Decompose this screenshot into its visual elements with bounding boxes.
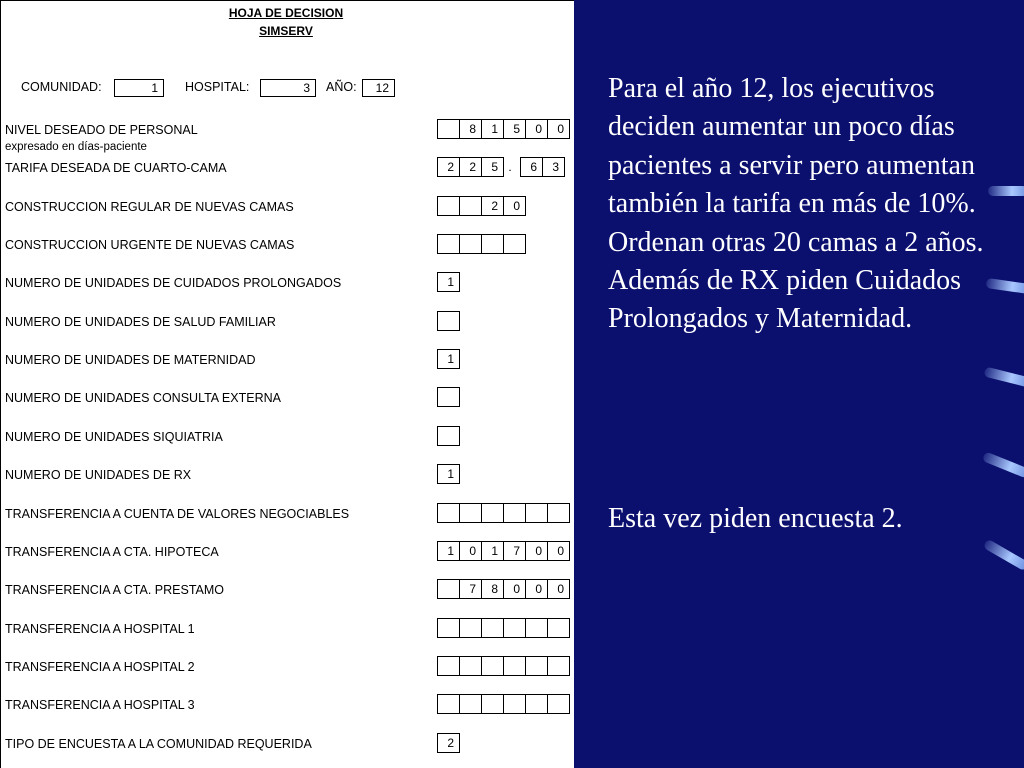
decision-row [1,232,574,256]
digit-boxes [437,349,459,369]
row-label: NUMERO DE UNIDADES DE MATERNIDAD [5,353,256,367]
hospital-field[interactable]: 3 [260,79,316,97]
row-label: NUMERO DE UNIDADES DE RX [5,468,192,482]
digit-boxes [437,503,569,523]
row-label: CONSTRUCCION REGULAR DE NUEVAS CAMAS [5,200,294,214]
digit-cell[interactable]: 2 [481,196,504,216]
digit-cell[interactable]: 0 [503,579,526,599]
digit-cell[interactable] [481,656,504,676]
decision-row [1,385,574,409]
digit-boxes [437,541,569,561]
decorative-streak [988,186,1024,196]
digit-cell[interactable]: 8 [481,579,504,599]
hospital-label: HOSPITAL: [185,80,250,94]
digit-boxes [437,119,569,139]
row-label: TARIFA DESEADA DE CUARTO-CAMA [5,161,227,175]
digit-boxes [437,656,569,676]
digit-cell[interactable] [437,311,460,331]
digit-cell[interactable]: 0 [525,119,548,139]
digit-boxes [437,618,569,638]
digit-cell[interactable] [525,618,548,638]
digit-cell[interactable] [437,196,460,216]
digit-boxes [437,579,569,599]
row-label: NIVEL DESEADO DE PERSONAL [5,123,198,137]
digit-cell[interactable] [503,694,526,714]
decision-row [1,270,574,294]
survey-note: Esta vez piden encuesta 2. [608,503,903,534]
decision-row [1,654,574,678]
row-label: CONSTRUCCION URGENTE DE NUEVAS CAMAS [5,238,295,252]
decision-row [1,309,574,333]
digit-cell[interactable] [525,503,548,523]
digit-cell[interactable] [547,503,570,523]
decorative-streak [982,451,1024,478]
row-label: NUMERO DE UNIDADES CONSULTA EXTERNA [5,391,281,405]
row-label: TRANSFERENCIA A HOSPITAL 1 [5,622,195,636]
digit-cell[interactable] [481,234,504,254]
digit-cell[interactable] [547,618,570,638]
row-label: NUMERO DE UNIDADES DE CUIDADOS PROLONGADOS [5,276,342,290]
digit-cell[interactable]: 1 [481,541,504,561]
digit-cell[interactable] [437,387,460,407]
decision-row [1,501,574,525]
digit-cell[interactable] [437,426,460,446]
digit-cell[interactable] [547,656,570,676]
comunidad-label: COMUNIDAD: [21,80,102,94]
digit-boxes [437,426,459,446]
decision-row [1,155,574,179]
digit-cell[interactable] [525,656,548,676]
anio-label: AÑO: [326,80,357,94]
digit-cell[interactable] [481,694,504,714]
row-label: TRANSFERENCIA A CUENTA DE VALORES NEGOCIABLES [5,507,350,521]
digit-cell[interactable]: 1 [437,272,460,292]
anio-field[interactable]: 12 [362,79,395,97]
digit-cell[interactable] [437,618,460,638]
digit-cell[interactable] [459,234,482,254]
digit-boxes [437,464,459,484]
digit-cell[interactable]: 6 [520,157,543,177]
decision-row [1,194,574,218]
decision-row [1,539,574,563]
digit-cell[interactable]: 3 [542,157,565,177]
digit-cell[interactable] [437,694,460,714]
row-label: TRANSFERENCIA A HOSPITAL 2 [5,660,195,674]
digit-boxes [437,157,564,177]
digit-cell[interactable]: 5 [503,119,526,139]
decision-row [1,117,574,153]
digit-cell[interactable]: 1 [437,541,460,561]
digit-cell[interactable] [437,579,460,599]
digit-boxes [437,311,459,331]
digit-boxes [437,694,569,714]
digit-cell[interactable] [525,694,548,714]
digit-boxes [437,733,459,753]
digit-cell[interactable] [503,234,526,254]
decision-row [1,424,574,448]
digit-cell[interactable] [459,618,482,638]
decorative-streak [986,278,1024,294]
row-label: TRANSFERENCIA A CTA. HIPOTECA [5,545,219,559]
digit-cell[interactable] [437,656,460,676]
digit-boxes [437,234,525,254]
digit-boxes [437,387,459,407]
digit-cell[interactable]: 2 [437,157,460,177]
digit-cell[interactable]: 7 [503,541,526,561]
digit-cell[interactable]: 1 [481,119,504,139]
digit-cell[interactable] [503,503,526,523]
row-label: TIPO DE ENCUESTA A LA COMUNIDAD REQUERIDA [5,737,312,751]
decision-row [1,731,574,755]
digit-cell[interactable] [481,503,504,523]
digit-cell[interactable] [503,656,526,676]
digit-cell[interactable] [459,656,482,676]
decision-row [1,692,574,716]
row-label: NUMERO DE UNIDADES DE SALUD FAMILIAR [5,315,276,329]
decimal-separator: . [508,160,512,174]
digit-cell[interactable] [459,694,482,714]
decision-row [1,347,574,371]
digit-cell[interactable]: 0 [525,541,548,561]
row-label: TRANSFERENCIA A HOSPITAL 3 [5,698,195,712]
digit-cell[interactable]: 0 [547,119,570,139]
row-label: NUMERO DE UNIDADES SIQUIATRIA [5,430,223,444]
comunidad-field[interactable]: 1 [114,79,164,97]
digit-cell[interactable]: 0 [459,541,482,561]
digit-cell[interactable] [437,119,460,139]
decision-row [1,577,574,601]
digit-cell[interactable] [503,618,526,638]
digit-cell[interactable] [437,234,460,254]
digit-cell[interactable]: 2 [459,157,482,177]
digit-cell[interactable]: 1 [437,464,460,484]
sheet-title: HOJA DE DECISION [228,6,344,20]
decorative-streak [983,539,1024,572]
digit-boxes [437,196,525,216]
decision-row [1,616,574,640]
digit-cell[interactable]: 0 [503,196,526,216]
digit-cell[interactable]: 7 [459,579,482,599]
digit-cell[interactable] [437,503,460,523]
digit-cell[interactable] [459,503,482,523]
decorative-streak [983,367,1024,388]
digit-cell[interactable] [481,618,504,638]
digit-cell[interactable]: 0 [547,579,570,599]
digit-cell[interactable]: 0 [525,579,548,599]
explanation-paragraph: Para el año 12, los ejecutivos deciden aumentar un poco días pacientes a servir pero aumentan también la tarifa en más de 10%. Ordenan otras 20 camas a 2 años. Además de RX piden Cuidados Prolongados y Maternidad. [608,73,984,335]
digit-cell[interactable]: 8 [459,119,482,139]
digit-cell[interactable]: 2 [437,733,460,753]
row-label: TRANSFERENCIA A CTA. PRESTAMO [5,583,225,597]
row-sublabel: expresado en días-paciente [5,141,147,153]
digit-cell[interactable]: 0 [547,541,570,561]
digit-cell[interactable] [547,694,570,714]
explanation-panel [574,0,1024,768]
digit-cell[interactable]: 5 [481,157,504,177]
digit-cell[interactable]: 1 [437,349,460,369]
decision-row [1,462,574,486]
sheet-subtitle: SIMSERV [259,24,313,38]
digit-cell[interactable] [459,196,482,216]
digit-boxes [437,272,459,292]
